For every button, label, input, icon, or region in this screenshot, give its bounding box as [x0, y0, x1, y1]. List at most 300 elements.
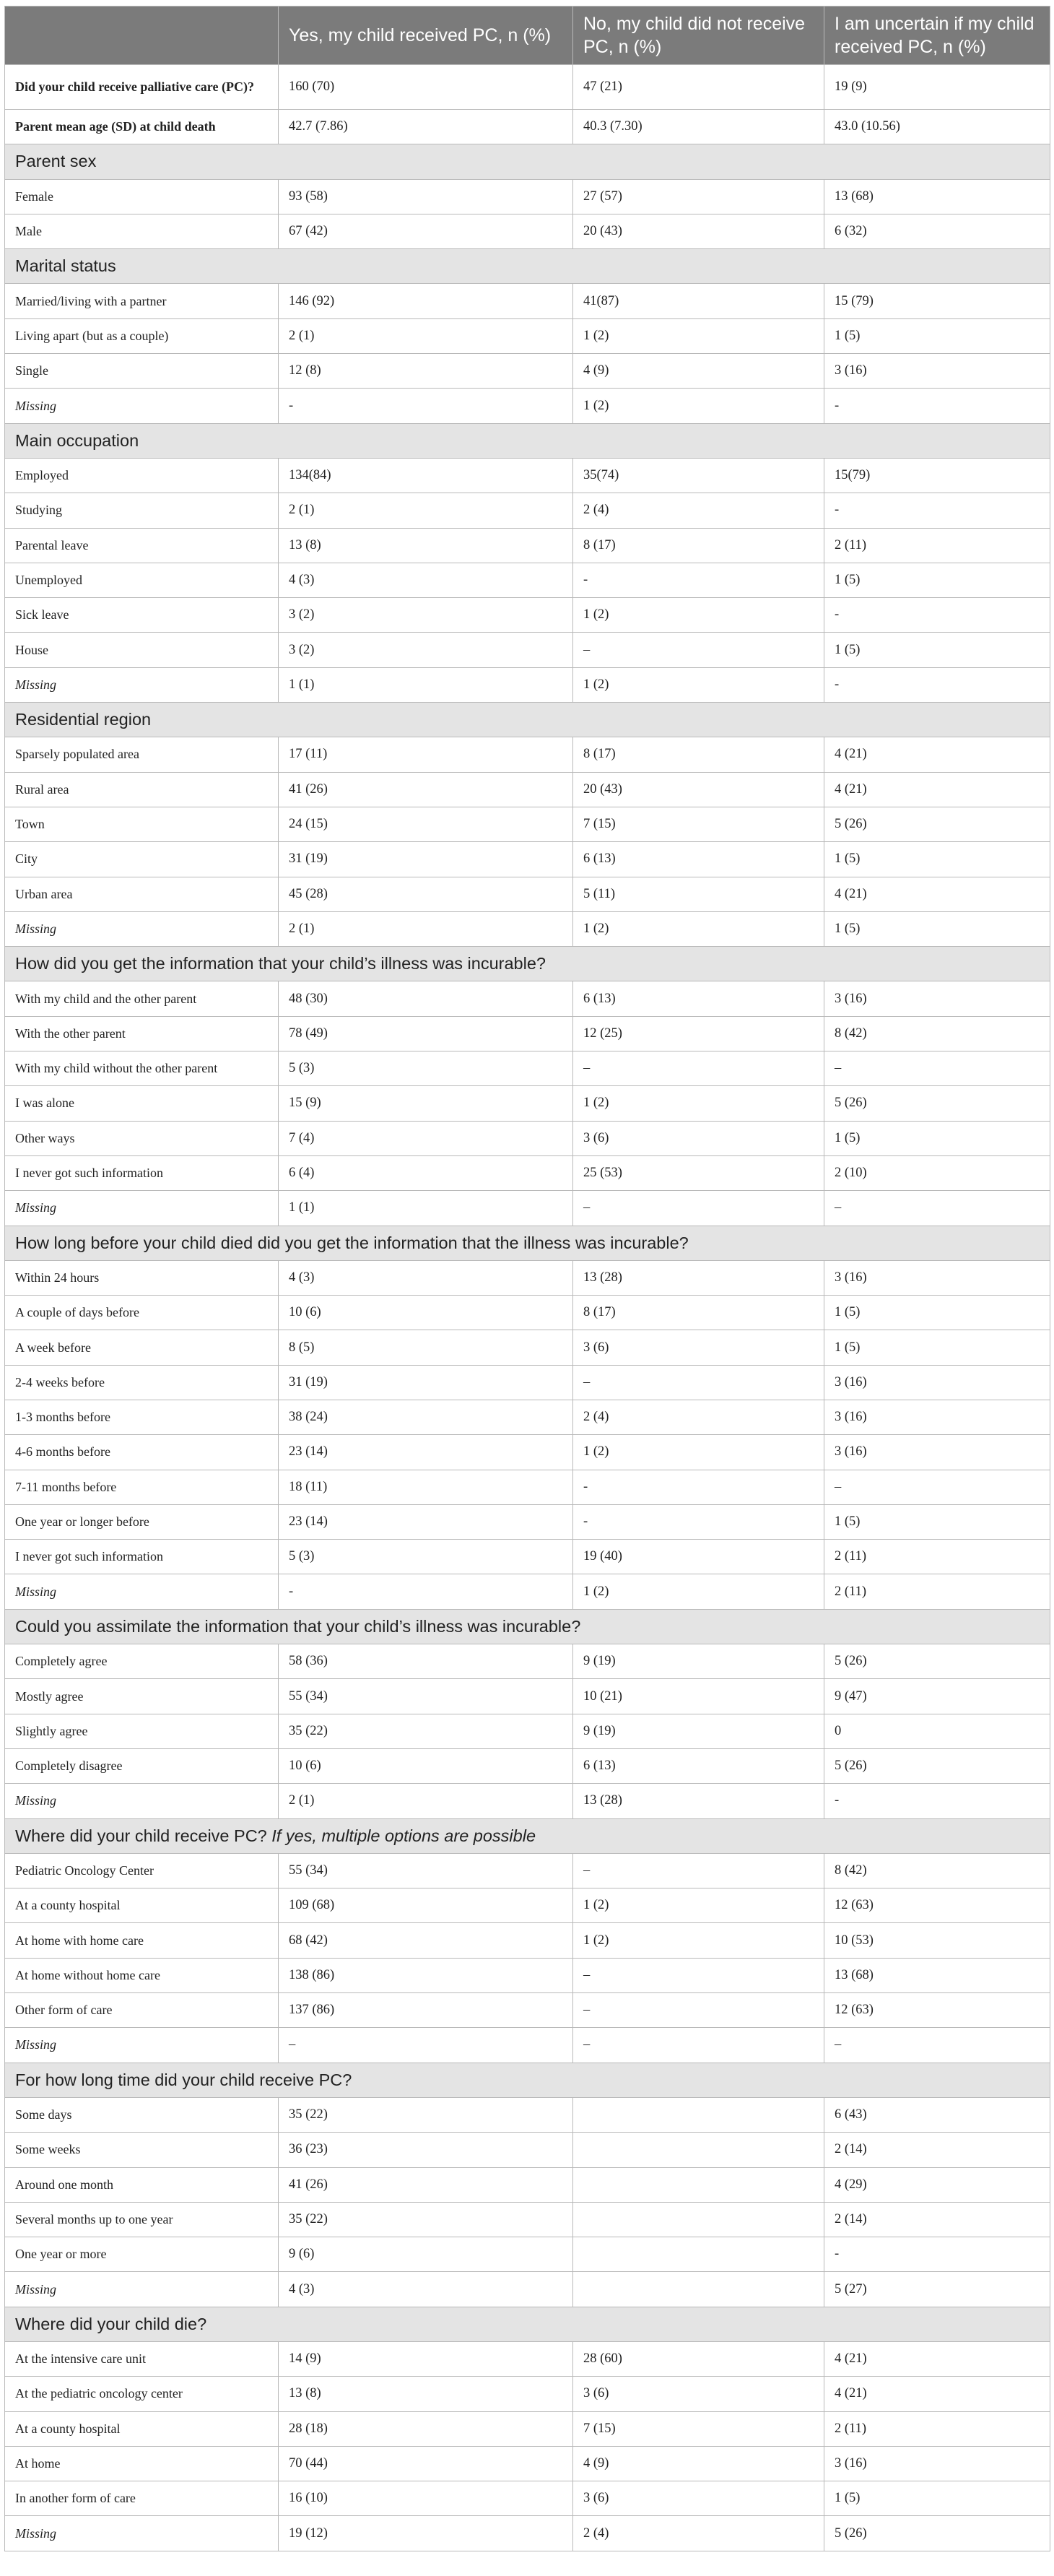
row-label: Urban area — [5, 877, 279, 911]
section-title-text: Parent sex — [15, 152, 97, 171]
value-no-pc: 8 (17) — [573, 528, 824, 563]
value-no-pc: 6 (13) — [573, 981, 824, 1016]
row-label: At home — [5, 2446, 279, 2481]
value-yes-pc: 17 (11) — [279, 737, 573, 772]
table-row — [5, 1365, 1050, 1400]
section-title — [5, 249, 1050, 284]
value-uncertain-pc: 5 (27) — [824, 2272, 1050, 2307]
header-row — [5, 6, 1050, 65]
value-yes-pc: 2 (1) — [279, 1784, 573, 1818]
table-row — [5, 493, 1050, 528]
value-uncertain-pc: 2 (11) — [824, 528, 1050, 563]
value-yes-pc: 10 (6) — [279, 1296, 573, 1330]
value-yes-pc: 23 (14) — [279, 1435, 573, 1470]
table-row — [5, 563, 1050, 597]
table-row — [5, 1993, 1050, 2028]
value-no-pc: – — [573, 633, 824, 667]
value-uncertain-pc: 2 (11) — [824, 2411, 1050, 2446]
value-no-pc: 27 (57) — [573, 179, 824, 214]
value-no-pc: 1 (2) — [573, 667, 824, 702]
value-no-pc: 1 (2) — [573, 1435, 824, 1470]
table-row — [5, 1574, 1050, 1609]
value-uncertain-pc: 1 (5) — [824, 911, 1050, 946]
table-row — [5, 598, 1050, 633]
table-row — [5, 1260, 1050, 1295]
value-uncertain-pc: 10 (53) — [824, 1923, 1050, 1958]
value-yes-pc: 137 (86) — [279, 1993, 573, 2028]
row-label: House — [5, 633, 279, 667]
value-uncertain-pc: 6 (43) — [824, 2097, 1050, 2132]
row-label: 4-6 months before — [5, 1435, 279, 1470]
value-no-pc — [573, 2097, 824, 2132]
value-uncertain-pc: 0 — [824, 1714, 1050, 1748]
table-row — [5, 1400, 1050, 1434]
value-no-pc: - — [573, 563, 824, 597]
value-uncertain-pc: 1 (5) — [824, 1504, 1050, 1539]
row-label: Missing — [5, 911, 279, 946]
value-yes-pc: 3 (2) — [279, 598, 573, 633]
value-uncertain-pc: 13 (68) — [824, 1958, 1050, 1992]
table-row — [5, 2516, 1050, 2551]
section-title — [5, 703, 1050, 737]
row-label: Studying — [5, 493, 279, 528]
value-no-pc — [573, 2272, 824, 2307]
value-uncertain-pc: 1 (5) — [824, 842, 1050, 877]
value-no-pc: – — [573, 2028, 824, 2063]
value-yes-pc: 48 (30) — [279, 981, 573, 1016]
value-no-pc — [573, 2237, 824, 2272]
value-no-pc: 13 (28) — [573, 1260, 824, 1295]
value-no-pc: 6 (13) — [573, 1748, 824, 1783]
value-uncertain-pc: 2 (14) — [824, 2133, 1050, 2167]
value-yes-pc: 31 (19) — [279, 1365, 573, 1400]
value-uncertain-pc: 1 (5) — [824, 563, 1050, 597]
value-no-pc: 2 (4) — [573, 493, 824, 528]
value-uncertain-pc: 13 (68) — [824, 179, 1050, 214]
value-no-pc: 2 (4) — [573, 2516, 824, 2551]
value-no-pc: 13 (28) — [573, 1784, 824, 1818]
value-uncertain-pc: – — [824, 2028, 1050, 2063]
section-title — [5, 1609, 1050, 1644]
row-label: With my child without the other parent — [5, 1051, 279, 1086]
value-uncertain-pc: 5 (26) — [824, 2516, 1050, 2551]
row-label: Other ways — [5, 1121, 279, 1155]
table-row — [5, 214, 1050, 248]
header-no-pc: No, my child did not receive PC, n (%) — [573, 6, 824, 65]
value-uncertain-pc: 1 (5) — [824, 1296, 1050, 1330]
value-yes-pc: 13 (8) — [279, 528, 573, 563]
table-row — [5, 389, 1050, 423]
row-label: At home without home care — [5, 1958, 279, 1992]
value-uncertain-pc: 12 (63) — [824, 1888, 1050, 1923]
table-row — [5, 458, 1050, 493]
value-yes-pc: 4 (3) — [279, 1260, 573, 1295]
table-row — [5, 2377, 1050, 2411]
row-label: Pediatric Oncology Center — [5, 1853, 279, 1888]
value-yes-pc: 78 (49) — [279, 1016, 573, 1051]
table-row — [5, 1504, 1050, 1539]
table-row — [5, 1644, 1050, 1679]
row-label: With my child and the other parent — [5, 981, 279, 1016]
section-title — [5, 2063, 1050, 2097]
value-uncertain-pc: 1 (5) — [824, 2481, 1050, 2516]
value-yes-pc: 35 (22) — [279, 2202, 573, 2237]
value-yes-pc: 134(84) — [279, 458, 573, 493]
table-row — [5, 1435, 1050, 1470]
row-label: Around one month — [5, 2167, 279, 2202]
table-row — [5, 633, 1050, 667]
value-yes-pc: 5 (3) — [279, 1540, 573, 1574]
value-yes-pc: 109 (68) — [279, 1888, 573, 1923]
header-yes-pc: Yes, my child received PC, n (%) — [279, 6, 573, 65]
row-label: Completely disagree — [5, 1748, 279, 1783]
value-no-pc: 20 (43) — [573, 214, 824, 248]
table-row — [5, 1016, 1050, 1051]
value-no-pc: – — [573, 1958, 824, 1992]
value-no-pc: 4 (9) — [573, 354, 824, 389]
value-uncertain-pc: 3 (16) — [824, 1435, 1050, 1470]
table-row — [5, 1330, 1050, 1365]
value-yes-pc: 9 (6) — [279, 2237, 573, 2272]
value-yes-pc: 41 (26) — [279, 2167, 573, 2202]
row-label: At a county hospital — [5, 2411, 279, 2446]
value-yes-pc: – — [279, 2028, 573, 2063]
row-label: Parent mean age (SD) at child death — [5, 110, 279, 144]
value-no-pc: 3 (6) — [573, 1330, 824, 1365]
row-label: In another form of care — [5, 2481, 279, 2516]
value-uncertain-pc: 3 (16) — [824, 1260, 1050, 1295]
value-uncertain-pc: 15(79) — [824, 458, 1050, 493]
table-row — [5, 110, 1050, 144]
value-no-pc: 9 (19) — [573, 1644, 824, 1679]
row-label: Married/living with a partner — [5, 284, 279, 318]
table-row — [5, 65, 1050, 110]
section-title-note: If yes, multiple options are possible — [271, 1826, 536, 1845]
value-uncertain-pc: – — [824, 1470, 1050, 1504]
value-yes-pc: 3 (2) — [279, 633, 573, 667]
row-label: At a county hospital — [5, 1888, 279, 1923]
row-label: City — [5, 842, 279, 877]
section-header-row — [5, 703, 1050, 737]
section-title-text: How did you get the information that your child’s illness was incurable? — [15, 954, 546, 973]
row-label: Slightly agree — [5, 1714, 279, 1748]
row-label: Male — [5, 214, 279, 248]
table-row — [5, 667, 1050, 702]
value-no-pc: 1 (2) — [573, 1923, 824, 1958]
value-no-pc: – — [573, 1365, 824, 1400]
row-label: Missing — [5, 2028, 279, 2063]
value-yes-pc: 41 (26) — [279, 772, 573, 807]
value-yes-pc: 6 (4) — [279, 1155, 573, 1190]
table-row — [5, 528, 1050, 563]
value-uncertain-pc: 1 (5) — [824, 633, 1050, 667]
value-uncertain-pc: 6 (32) — [824, 214, 1050, 248]
value-no-pc: 47 (21) — [573, 65, 824, 110]
row-label: Living apart (but as a couple) — [5, 318, 279, 353]
table-row — [5, 2237, 1050, 2272]
value-no-pc: 6 (13) — [573, 842, 824, 877]
value-yes-pc: 55 (34) — [279, 1679, 573, 1714]
section-header-row — [5, 2063, 1050, 2097]
value-yes-pc: 146 (92) — [279, 284, 573, 318]
value-yes-pc: 2 (1) — [279, 911, 573, 946]
table-row — [5, 1853, 1050, 1888]
value-no-pc: 19 (40) — [573, 1540, 824, 1574]
table-row — [5, 1086, 1050, 1121]
row-label: Other form of care — [5, 1993, 279, 2028]
value-uncertain-pc: 1 (5) — [824, 1121, 1050, 1155]
value-no-pc: 8 (17) — [573, 1296, 824, 1330]
value-yes-pc: 67 (42) — [279, 214, 573, 248]
value-yes-pc: 12 (8) — [279, 354, 573, 389]
value-yes-pc: 1 (1) — [279, 667, 573, 702]
value-yes-pc: 18 (11) — [279, 1470, 573, 1504]
parent-characteristics-table — [4, 6, 1050, 2551]
section-header-row — [5, 1818, 1050, 1853]
row-label: Missing — [5, 389, 279, 423]
row-label: At the intensive care unit — [5, 2342, 279, 2377]
section-title-text: Could you assimilate the information that your child’s illness was incurable? — [15, 1616, 581, 1636]
section-title-text: Main occupation — [15, 430, 139, 450]
table-row — [5, 2028, 1050, 2063]
table-row — [5, 1191, 1050, 1226]
section-header-row — [5, 947, 1050, 981]
table-row — [5, 807, 1050, 841]
row-label: With the other parent — [5, 1016, 279, 1051]
value-yes-pc: 68 (42) — [279, 1923, 573, 1958]
table-row — [5, 318, 1050, 353]
value-no-pc: - — [573, 1470, 824, 1504]
value-uncertain-pc: 2 (10) — [824, 1155, 1050, 1190]
value-uncertain-pc: - — [824, 1784, 1050, 1818]
value-no-pc: 20 (43) — [573, 772, 824, 807]
table-row — [5, 1888, 1050, 1923]
value-yes-pc: - — [279, 389, 573, 423]
table-row — [5, 354, 1050, 389]
value-uncertain-pc: 5 (26) — [824, 1748, 1050, 1783]
table-row — [5, 2342, 1050, 2377]
table-row — [5, 1679, 1050, 1714]
row-label: One year or more — [5, 2237, 279, 2272]
value-yes-pc: 15 (9) — [279, 1086, 573, 1121]
section-title-text: How long before your child died did you get the information that the illness was incurable? — [15, 1233, 689, 1252]
value-no-pc — [573, 2133, 824, 2167]
row-label: Some days — [5, 2097, 279, 2132]
value-uncertain-pc: 4 (21) — [824, 2377, 1050, 2411]
value-yes-pc: 10 (6) — [279, 1748, 573, 1783]
value-no-pc: 10 (21) — [573, 1679, 824, 1714]
table-row — [5, 1296, 1050, 1330]
value-no-pc: 5 (11) — [573, 877, 824, 911]
value-no-pc: 8 (17) — [573, 737, 824, 772]
value-uncertain-pc: 3 (16) — [824, 1365, 1050, 1400]
row-label: Completely agree — [5, 1644, 279, 1679]
value-uncertain-pc: 12 (63) — [824, 1993, 1050, 2028]
table-row — [5, 911, 1050, 946]
row-label: Missing — [5, 2516, 279, 2551]
value-yes-pc: 8 (5) — [279, 1330, 573, 1365]
value-uncertain-pc: - — [824, 389, 1050, 423]
section-title-text: Residential region — [15, 710, 152, 729]
row-label: A couple of days before — [5, 1296, 279, 1330]
header-empty — [5, 6, 279, 65]
table-row — [5, 842, 1050, 877]
value-no-pc: 2 (4) — [573, 1400, 824, 1434]
row-label: Parental leave — [5, 528, 279, 563]
value-uncertain-pc: 3 (16) — [824, 2446, 1050, 2481]
section-title — [5, 144, 1050, 179]
section-header-row — [5, 1226, 1050, 1260]
value-yes-pc: 24 (15) — [279, 807, 573, 841]
row-label: At home with home care — [5, 1923, 279, 1958]
value-uncertain-pc: 3 (16) — [824, 981, 1050, 1016]
value-no-pc: 12 (25) — [573, 1016, 824, 1051]
value-yes-pc: 2 (1) — [279, 493, 573, 528]
value-uncertain-pc: 4 (21) — [824, 772, 1050, 807]
value-uncertain-pc: 4 (21) — [824, 877, 1050, 911]
section-title — [5, 423, 1050, 458]
value-yes-pc: 93 (58) — [279, 179, 573, 214]
value-uncertain-pc: 1 (5) — [824, 318, 1050, 353]
value-no-pc: 1 (2) — [573, 1888, 824, 1923]
table-row — [5, 1958, 1050, 1992]
table-row — [5, 1923, 1050, 1958]
row-label: Missing — [5, 1574, 279, 1609]
table-row — [5, 772, 1050, 807]
value-yes-pc: 13 (8) — [279, 2377, 573, 2411]
section-header-row — [5, 2307, 1050, 2341]
section-title — [5, 1226, 1050, 1260]
row-label: Rural area — [5, 772, 279, 807]
value-no-pc: 25 (53) — [573, 1155, 824, 1190]
value-no-pc: – — [573, 1993, 824, 2028]
row-label: Within 24 hours — [5, 1260, 279, 1295]
row-label: Missing — [5, 1784, 279, 1818]
value-no-pc: – — [573, 1191, 824, 1226]
row-label: Unemployed — [5, 563, 279, 597]
table-row — [5, 179, 1050, 214]
value-uncertain-pc: 19 (9) — [824, 65, 1050, 110]
row-label: Town — [5, 807, 279, 841]
row-label: Missing — [5, 1191, 279, 1226]
value-yes-pc: 36 (23) — [279, 2133, 573, 2167]
row-label: Did your child receive palliative care (PC)? — [5, 65, 279, 110]
table-row — [5, 1155, 1050, 1190]
table-row — [5, 1748, 1050, 1783]
row-label: I never got such information — [5, 1540, 279, 1574]
value-uncertain-pc: 5 (26) — [824, 1086, 1050, 1121]
row-label: I never got such information — [5, 1155, 279, 1190]
row-label: Several months up to one year — [5, 2202, 279, 2237]
value-no-pc: 1 (2) — [573, 1086, 824, 1121]
table-row — [5, 2097, 1050, 2132]
value-uncertain-pc: 4 (21) — [824, 2342, 1050, 2377]
table-row — [5, 1784, 1050, 1818]
value-yes-pc: 58 (36) — [279, 1644, 573, 1679]
value-yes-pc: 31 (19) — [279, 842, 573, 877]
row-label: 1-3 months before — [5, 1400, 279, 1434]
table-row — [5, 981, 1050, 1016]
value-uncertain-pc: 2 (11) — [824, 1574, 1050, 1609]
value-uncertain-pc: 2 (11) — [824, 1540, 1050, 1574]
row-label: 2-4 weeks before — [5, 1365, 279, 1400]
section-header-row — [5, 144, 1050, 179]
value-no-pc: 41(87) — [573, 284, 824, 318]
value-uncertain-pc: 5 (26) — [824, 807, 1050, 841]
section-title-text: Marital status — [15, 256, 116, 276]
table-row — [5, 2133, 1050, 2167]
value-uncertain-pc: 3 (16) — [824, 354, 1050, 389]
value-yes-pc: 5 (3) — [279, 1051, 573, 1086]
row-label: Missing — [5, 2272, 279, 2307]
value-no-pc: 1 (2) — [573, 598, 824, 633]
section-title — [5, 947, 1050, 981]
value-uncertain-pc: - — [824, 493, 1050, 528]
section-title-text: For how long time did your child receive PC? — [15, 2070, 352, 2089]
value-yes-pc: 70 (44) — [279, 2446, 573, 2481]
table-row — [5, 2167, 1050, 2202]
section-header-row — [5, 1609, 1050, 1644]
value-uncertain-pc: 15 (79) — [824, 284, 1050, 318]
table-row — [5, 1540, 1050, 1574]
table-row — [5, 2446, 1050, 2481]
value-uncertain-pc: 3 (16) — [824, 1400, 1050, 1434]
row-label: One year or longer before — [5, 1504, 279, 1539]
value-yes-pc: 7 (4) — [279, 1121, 573, 1155]
row-label: 7-11 months before — [5, 1470, 279, 1504]
value-uncertain-pc: 9 (47) — [824, 1679, 1050, 1714]
section-header-row — [5, 249, 1050, 284]
value-yes-pc: 35 (22) — [279, 1714, 573, 1748]
value-no-pc: 28 (60) — [573, 2342, 824, 2377]
value-uncertain-pc: - — [824, 2237, 1050, 2272]
table-row — [5, 2481, 1050, 2516]
value-yes-pc: 42.7 (7.86) — [279, 110, 573, 144]
section-header-row — [5, 423, 1050, 458]
value-uncertain-pc: 5 (26) — [824, 1644, 1050, 1679]
value-uncertain-pc: – — [824, 1051, 1050, 1086]
row-label: I was alone — [5, 1086, 279, 1121]
row-label: Single — [5, 354, 279, 389]
table-row — [5, 2411, 1050, 2446]
value-no-pc: 3 (6) — [573, 2481, 824, 2516]
row-label: Missing — [5, 667, 279, 702]
value-yes-pc: 14 (9) — [279, 2342, 573, 2377]
value-uncertain-pc: - — [824, 598, 1050, 633]
section-title — [5, 2307, 1050, 2341]
value-yes-pc: 4 (3) — [279, 2272, 573, 2307]
value-no-pc: 40.3 (7.30) — [573, 110, 824, 144]
table-row — [5, 2272, 1050, 2307]
row-label: Sparsely populated area — [5, 737, 279, 772]
value-yes-pc: 2 (1) — [279, 318, 573, 353]
value-no-pc: 1 (2) — [573, 911, 824, 946]
value-yes-pc: 4 (3) — [279, 563, 573, 597]
value-no-pc: 7 (15) — [573, 807, 824, 841]
value-no-pc: 4 (9) — [573, 2446, 824, 2481]
value-no-pc: 3 (6) — [573, 2377, 824, 2411]
value-yes-pc: 55 (34) — [279, 1853, 573, 1888]
row-label: Some weeks — [5, 2133, 279, 2167]
value-no-pc: - — [573, 1504, 824, 1539]
row-label: Employed — [5, 458, 279, 493]
table-row — [5, 1121, 1050, 1155]
value-no-pc: 7 (15) — [573, 2411, 824, 2446]
value-uncertain-pc: - — [824, 667, 1050, 702]
value-no-pc: 9 (19) — [573, 1714, 824, 1748]
value-uncertain-pc: 4 (21) — [824, 737, 1050, 772]
value-uncertain-pc: 8 (42) — [824, 1853, 1050, 1888]
